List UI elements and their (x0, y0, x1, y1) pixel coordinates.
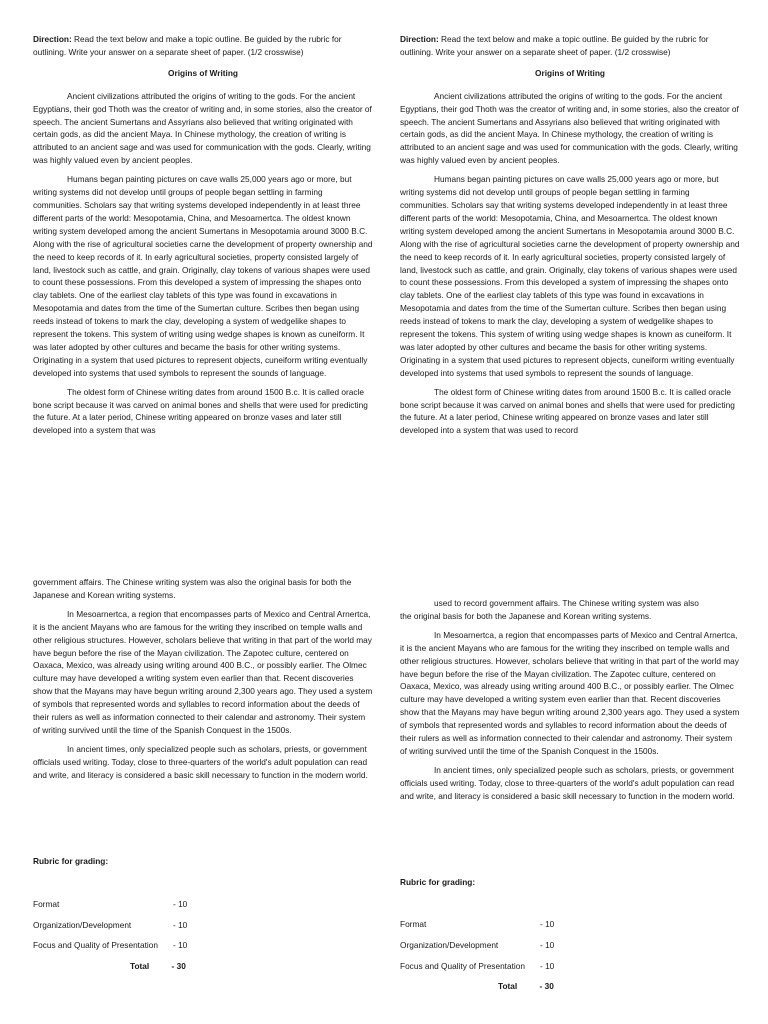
right-total-row (498, 981, 554, 991)
left-direction-label: Direction: (33, 34, 72, 44)
right-paragraph-4b: the original basis for both the Japanese and Korean writing systems. (400, 610, 652, 621)
left-title: Origins of Writing (168, 67, 238, 78)
left-paragraph-5: In Mesoarnertca, a region that encompasses parts of Mexico and Central Arnertca, it is the ancient Mayans who are famous for the writing they inscribed on temple walls and other religious structures. However, scholars believe that writing in that part of the world may have begun before the rise of the Mayan civilization. The Zapotec culture, centered on Oaxaca, Mexico, was already using writing around 400 B.C., or possibly earlier. The Olmec culture may have developed a writing system even earlier than that. Recent discoveries show that the Mayans may have begun writing around 2,300 years ago. They used a system of symbols that represented words and syllables to record information about the deeds of their rulers as well as information connected to their calendar and astronomy. Their system of writing survived until the time of the Spanish Conquest in the 1500s. (33, 608, 373, 735)
total-score: - 30 (171, 961, 186, 971)
left-rubric-title: Rubric for grading: (33, 856, 109, 866)
right-direction-label: Direction: (400, 34, 439, 44)
rubric-label: Format (33, 899, 60, 909)
left-paragraph-6: In ancient times, only specialized people such as scholars, priests, or government officials used writing. Today, close to three-quarters of the world's adult population can read and write, and literacy is considered a basic skill necessary to function in the modern world. (33, 743, 368, 780)
left-paragraph-3: The oldest form of Chinese writing dates from around 1500 B.c. It is called oracle bone script because it was carved on animal bones and shells that were used for predicting the future. At a later period, Chinese writing appeared on bronze vases and later still developed into a system that was (33, 386, 368, 436)
rubric-score: - 10 (540, 919, 555, 929)
left-paragraph-4: government affairs. The Chinese writing system was also the original basis for both the Japanese and Korean writing systems. (33, 577, 352, 600)
left-paragraph-1: Ancient civilizations attributed the origins of writing to the gods. For the ancient Egyptians, their god Thoth was the creator of writing and, in some stories, also the creator of speech. The ancient Sumertans and Assyrians also believed that writing originated with certain gods, as did the ancient Maya. In Chinese mythology, the creation of writing is attributed to an ancient sage and was used for communication with the gods. Clearly, writing was highly valued even by ancient peoples. (33, 90, 372, 166)
rubric-score: - 10 (173, 899, 188, 909)
right-paragraph-4a-text: used to record government affairs. The Chinese writing system was also (434, 598, 699, 608)
right-bottom-section (400, 597, 740, 809)
right-paragraph-4a (400, 597, 740, 610)
right-paragraph-2: Humans began painting pictures on cave walls 25,000 years ago or more, but writing systems did not develop until groups of people began settling in farming communities. Scholars say that writing systems developed independently in at least three different parts of the world: Mesopotamia, China, and Mesoarnertca. The oldest known writing system developed among the ancient Sumertans in Mesopotamia around 3000 B.C. Along with the rise of agricultural societies carne the development of property ownership and the need to keep records of it. In early agricultural societies, property consisted largely of land, livestock such as cattle, and grain. Originally, clay tokens of various shapes were used to count these possessions. From this developed a system of impressing the shapes onto clay tablets. One of the earliest clay tablets of this type was found in excavations in Mesopotamia and dates from the time of the Sumertan culture. Scribes then began using reeds instead of tokens to mark the clay, developing a system of wedgelike shapes to represent the tokens. This system of writing using wedge shapes is known as cuneiform. It was later adopted by other cultures and became the basis for other writing systems. Originating in a system that used pictures to represent objects, cuneiform writing eventually developed into systems that used symbols to represent the sounds of language. (400, 174, 740, 378)
rubric-label: Organization/Development (33, 920, 132, 930)
left-bottom-section (33, 576, 373, 788)
right-paragraph-5: In Mesoarnertca, a region that encompasses parts of Mexico and Central Arnertca, it is the ancient Mayans who are famous for the writing they inscribed on temple walls and other religious structures. However, scholars believe that writing in that part of the world may have begun before the rise of the Mayan civilization. The Zapotec culture, centered on Oaxaca, Mexico, was already using writing around 400 B.C., or possibly earlier. The Olmec culture may have developed a writing system even earlier than that. Recent discoveries show that the Mayans may have begun writing around 2,300 years ago. They used a system of symbols that represented words and syllables to record information about the deeds of their rulers as well as information connected to their calendar and astronomy. Their system of writing survived until the time of the Spanish Conquest in the 1500s. (400, 629, 740, 756)
right-top-section (400, 33, 740, 443)
left-total-row (130, 961, 186, 971)
left-paragraph-2: Humans began painting pictures on cave walls 25,000 years ago or more, but writing systems did not develop until groups of people began settling in farming communities. Scholars say that writing systems developed independently in at least three different parts of the world: Mesopotamia, China, and Mesoarnertca. The oldest known writing system developed among the ancient Sumertans in Mesopotamia around 3000 B.C. Along with the rise of agricultural societies carne the development of property ownership and the need to keep records of it. In early agricultural societies, property consisted largely of land, livestock such as cattle, and grain. Originally, clay tokens of various shapes were used to count these possessions. From this developed a system of impressing the shapes onto clay tablets. One of the earliest clay tablets of this type was found in excavations in Mesopotamia and dates from the time of the Sumertan culture. Scribes then began using reeds instead of tokens to mark the clay, developing a system of wedgelike shapes to represent the tokens. This system of writing using wedge shapes is known as cuneiform. It was later adopted by other cultures and became the basis for other writing systems. Originating in a system that used pictures to represent objects, cuneiform writing eventually developed into systems that used symbols to represent the sounds of language. (33, 174, 373, 378)
total-label: Total (130, 961, 150, 971)
right-direction (400, 33, 740, 59)
rubric-label: Focus and Quality of Presentation (400, 961, 525, 971)
total-label: Total (498, 981, 518, 991)
rubric-label: Organization/Development (400, 940, 499, 950)
rubric-label: Format (400, 919, 427, 929)
rubric-score: - 10 (173, 940, 188, 950)
left-top-section (33, 33, 373, 443)
rubric-score: - 10 (540, 961, 555, 971)
total-score: - 30 (539, 981, 554, 991)
right-paragraph-6: In ancient times, only specialized people such as scholars, priests, or government officials used writing. Today, close to three-quarters of the world's adult population can read and write, and literacy is considered a basic skill necessary to function in the modern world. (400, 764, 735, 801)
right-rubric-title: Rubric for grading: (400, 877, 476, 887)
rubric-score: - 10 (540, 940, 555, 950)
right-paragraph-3: The oldest form of Chinese writing dates from around 1500 B.c. It is called oracle bone script because it was carved on animal bones and shells that were used for predicting the future. At a later period, Chinese writing appeared on bronze vases and later still developed into a system that was used to record (400, 386, 735, 436)
right-paragraph-1: Ancient civilizations attributed the origins of writing to the gods. For the ancient Egyptians, their god Thoth was the creator of writing and, in some stories, also the creator of speech. The ancient Sumertans and Assyrians also believed that writing originated with certain gods, as did the ancient Maya. In Chinese mythology, the creation of writing is attributed to an ancient sage and was used for communication with the gods. Clearly, writing was highly valued even by ancient peoples. (400, 90, 739, 166)
rubric-label: Focus and Quality of Presentation (33, 940, 158, 950)
left-direction-text: Read the text below and make a topic outline. Be guided by the rubric for outlining. Write your answer on a separate sheet of paper. (1/2 crosswise) (33, 34, 342, 57)
left-direction (33, 33, 373, 59)
rubric-score: - 10 (173, 920, 188, 930)
right-title: Origins of Writing (535, 67, 605, 78)
right-direction-text: Read the text below and make a topic outline. Be guided by the rubric for outlining. Write your answer on a separate sheet of paper. (1/2 crosswise) (400, 34, 709, 57)
